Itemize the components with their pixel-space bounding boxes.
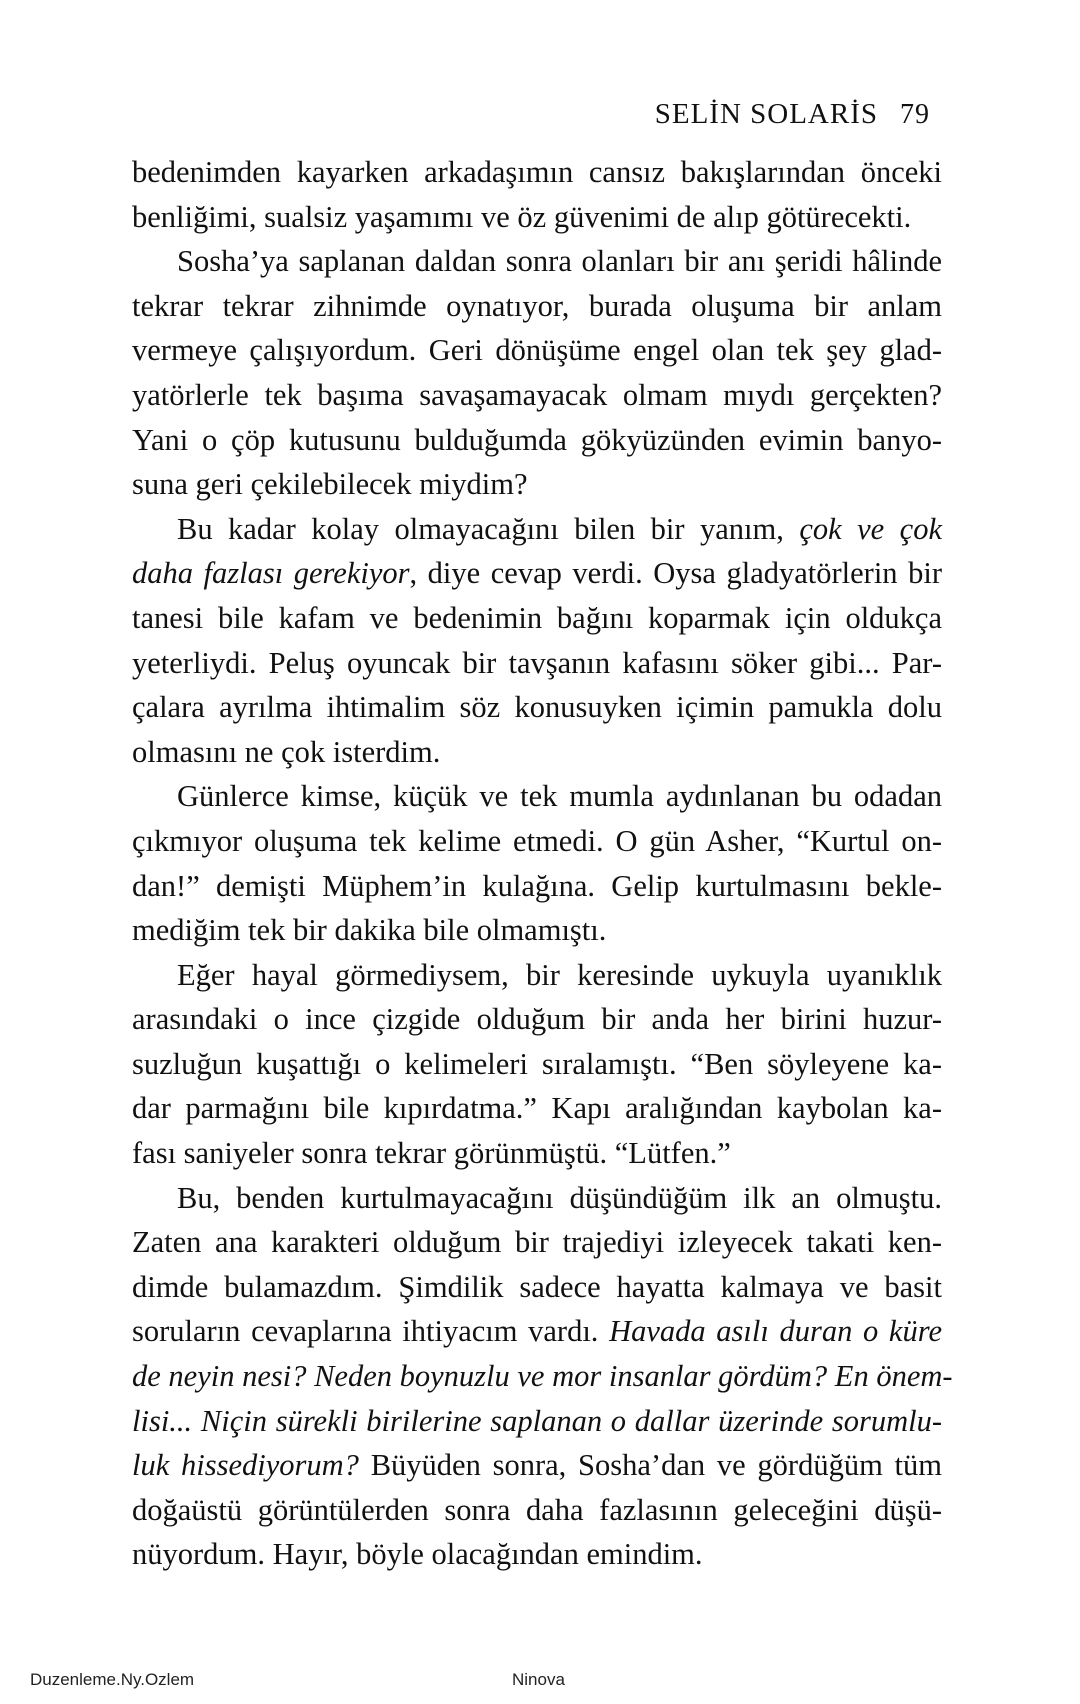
text-segment: olmasını ne çok isterdim. [132, 734, 441, 769]
text-segment: nüyordum. Hayır, böyle olacağından emindim. [132, 1537, 703, 1572]
text-line [132, 150, 942, 195]
text-line [132, 418, 942, 463]
text-line [132, 730, 942, 775]
text-segment: dimde bulamazdım. Şimdilik sadece hayatta kalmaya ve basit [132, 1269, 942, 1304]
text-segment: Günlerce kimse, küçük ve tek mumla aydınlanan bu odadan [177, 779, 942, 814]
text-line [132, 1042, 942, 1087]
text-line [132, 1265, 942, 1310]
text-line [132, 1532, 942, 1577]
text-line [132, 1443, 942, 1488]
page-number: 79 [900, 99, 930, 130]
text-segment: tanesi bile kafam ve bedenimin bağını koparmak için oldukça [132, 600, 942, 635]
text-segment: doğaüstü görüntülerden sonra daha fazlasının geleceğini düşü- [132, 1492, 942, 1527]
footer-editor-note: Duzenleme.Ny.Ozlem [30, 1670, 195, 1689]
text-segment: yeterliydi. Peluş oyuncak bir tavşanın kafasını söker gibi... Par- [132, 645, 942, 680]
text-segment: çıkmıyor oluşuma tek kelime etmedi. O gün Asher, “Kurtul on- [132, 823, 942, 858]
text-line [132, 1309, 942, 1354]
text-segment: Büyüden sonra, Sosha’dan ve gördüğüm tüm [358, 1448, 943, 1483]
text-line [132, 685, 942, 730]
text-line [132, 551, 942, 596]
text-segment: suzluğun kuşattığı o kelimeleri sıralamıştı. “Ben söyleyene ka- [132, 1046, 942, 1081]
footer-publisher: Ninova [512, 1670, 565, 1689]
text-segment: fası saniyeler sonra tekrar görünmüştü. “Lütfen.” [132, 1136, 731, 1171]
text-line [132, 507, 942, 552]
italic-text: çok ve çok [799, 511, 942, 546]
text-segment: Yani o çöp kutusunu bulduğumda gökyüzünden evimin banyo- [132, 422, 942, 457]
text-segment: tekrar tekrar zihnimde oynatıyor, burada oluşuma bir anlam [132, 288, 942, 323]
text-segment: Bu kadar kolay olmayacağını bilen bir yanım, [177, 511, 800, 546]
text-segment: çalara ayrılma ihtimalim söz konusuyken içimin pamukla dolu [132, 690, 942, 725]
text-line [132, 953, 942, 998]
text-segment: soruların cevaplarına ihtiyacım vardı. [132, 1314, 610, 1349]
text-line [132, 774, 942, 819]
italic-text: daha fazlası gerekiyor [132, 556, 410, 591]
text-segment: suna geri çekilebilecek miydim? [132, 467, 528, 502]
text-line [132, 596, 942, 641]
text-line [132, 997, 942, 1042]
text-line [132, 908, 942, 953]
text-line [132, 1131, 942, 1176]
text-line [132, 462, 942, 507]
text-line [132, 1176, 942, 1221]
text-segment: , diye cevap verdi. Oysa gladyatörlerin bir [409, 556, 942, 591]
footer [0, 1670, 1080, 1694]
text-segment: mediğim tek bir dakika bile olmamıştı. [132, 913, 607, 948]
text-line [132, 1220, 942, 1265]
text-segment: vermeye çalışıyordum. Geri dönüşüme engel olan tek şey glad- [132, 333, 942, 368]
header-title: SELİN SOLARİS [654, 98, 878, 130]
text-segment: dar parmağını bile kıpırdatma.” Kapı aralığından kaybolan ka- [132, 1091, 942, 1126]
text-line [132, 195, 942, 240]
running-header [655, 98, 930, 131]
body-text [132, 150, 953, 1577]
text-segment: bedenimden kayarken arkadaşımın cansız bakışlarından önceki [132, 155, 942, 189]
text-line [132, 328, 942, 373]
text-line [132, 1399, 942, 1444]
text-segment: yatörlerle tek başıma savaşamayacak olmam mıydı gerçekten? [132, 377, 942, 412]
text-line [132, 1086, 942, 1131]
text-segment: Eğer hayal görmediysem, bir keresinde uykuyla uyanıklık [177, 957, 942, 992]
text-line [132, 641, 942, 686]
italic-text: Havada asılı duran o küre [609, 1314, 942, 1349]
text-line [132, 864, 942, 909]
text-segment: benliğimi, sualsiz yaşamımı ve öz güvenimi de alıp götürecekti. [132, 199, 912, 234]
text-line [132, 284, 942, 329]
text-line [132, 239, 942, 284]
text-segment: Sosha’ya saplanan daldan sonra olanları bir anı şeridi hâlinde [177, 244, 942, 279]
text-segment: dan!” demişti Müphem’in kulağına. Gelip kurtulmasını bekle- [132, 868, 942, 903]
text-segment: Bu, benden kurtulmayacağını düşündüğüm ilk an olmuştu. [177, 1180, 942, 1215]
text-segment: Zaten ana karakteri olduğum bir trajediyi izleyecek takati ken- [132, 1225, 942, 1260]
text-line [132, 1488, 942, 1533]
text-line [132, 1354, 953, 1399]
italic-text: de neyin nesi? Neden boynuzlu ve mor insanlar gördüm? En önem- [132, 1359, 953, 1394]
italic-text: luk hissediyorum? [132, 1448, 359, 1483]
text-line [132, 373, 942, 418]
text-segment: arasındaki o ince çizgide olduğum bir anda her birini huzur- [132, 1002, 942, 1037]
italic-text: lisi... Niçin sürekli birilerine saplanan o dallar üzerinde sorumlu- [132, 1403, 942, 1438]
text-line [132, 819, 942, 864]
